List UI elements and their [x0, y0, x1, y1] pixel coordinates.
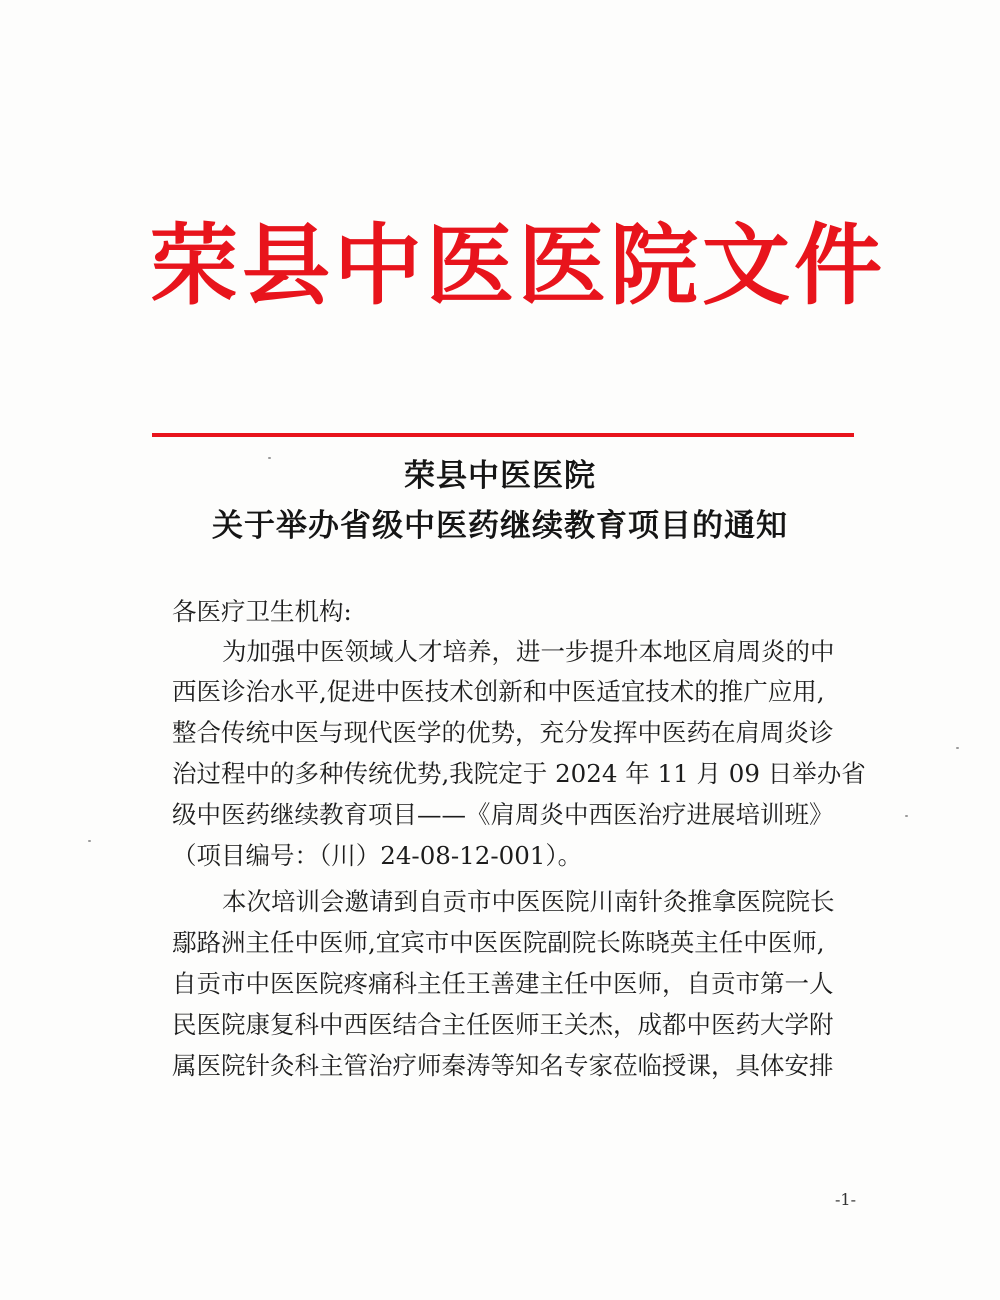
paragraph-line: 民医院康复科中西医结合主任医师王关杰，成都中医药大学附 [172, 1010, 834, 1039]
scan-speck [905, 815, 908, 817]
paragraph-line: 整合传统中医与现代医学的优势，充分发挥中医药在肩周炎诊 [172, 718, 834, 747]
scan-speck [88, 840, 91, 842]
notice-title-line-2: 关于举办省级中医药继续教育项目的通知 [212, 508, 788, 544]
paragraph-line: 西医诊治水平,促进中医技术创新和中医适宜技术的推广应用, [172, 677, 825, 706]
paragraph-line: 为加强中医领域人才培养，进一步提升本地区肩周炎的中 [222, 637, 835, 666]
paragraph-line: 本次培训会邀请到自贡市中医医院川南针灸推拿医院院长 [222, 887, 835, 916]
document-red-header: 荣县中医医院文件 [150, 213, 887, 317]
paragraph-line: 治过程中的多种传统优势,我院定于 2024 年 11 月 09 日举办省 [172, 759, 866, 788]
red-divider-line [152, 433, 854, 437]
paragraph-line: 鄢路洲主任中医师,宜宾市中医医院副院长陈晓英主任中医师, [172, 928, 825, 957]
salutation: 各医疗卫生机构: [172, 597, 352, 626]
page-number: -1- [835, 1190, 856, 1209]
project-number-line: （项目编号：（川）24-08-12-001）。 [172, 841, 583, 870]
scan-speck [956, 747, 959, 749]
scan-speck [268, 457, 271, 459]
paragraph-line: 属医院针灸科主管治疗师秦涛等知名专家莅临授课，具体安排 [172, 1051, 834, 1080]
notice-title-line-1: 荣县中医医院 [404, 458, 596, 494]
paragraph-line: 级中医药继续教育项目——《肩周炎中西医治疗进展培训班》 [172, 800, 834, 829]
paragraph-line: 自贡市中医医院疼痛科主任王善建主任中医师，自贡市第一人 [172, 969, 834, 998]
